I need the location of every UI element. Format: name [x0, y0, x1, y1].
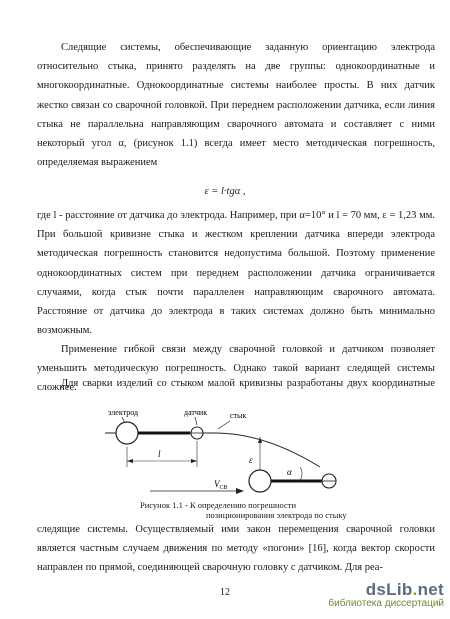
label-velocity-sub: СВ	[219, 485, 228, 491]
watermark-logo	[328, 580, 444, 600]
caption-line-2: позиционирования электрода по стыку	[206, 510, 347, 520]
label-alpha: α	[287, 467, 292, 477]
watermark	[328, 580, 444, 609]
label-sensor: датчик	[184, 408, 208, 417]
formula: ε = l·tgα ,	[204, 186, 246, 197]
dim-l-arrow-right	[191, 459, 197, 463]
electrode-circle-bottom	[249, 470, 271, 492]
caption-line-1: Рисунок 1.1 - К определению погрешности	[140, 500, 297, 510]
label-velocity: V	[214, 479, 220, 489]
leader-seam	[218, 421, 230, 429]
label-epsilon: ε	[249, 455, 253, 465]
figure-caption	[140, 500, 380, 520]
figure-diagram	[100, 395, 350, 505]
paragraph-3: Применение гибкой связи между сварочной головкой и датчиком позволяет уменьшить методическую погрешность. Однако такой вариант следящей системы сложнее.	[37, 344, 435, 394]
paragraph-1: Следящие системы, обеспечивающие заданную ориентацию электрода относительно стыка, принято разделять на две группы: однокоординатные и многокоординатные. Однокоординатные системы наиболее просты. В них датчик жестко связан со сварочной головкой. При переднем расположении датчика, если линия стыка не параллельна направляющим сварочного автомата и составляет с ними некоторый угол α, (рисунок 1.1) всегда имеет место методическая погрешность, определяемая выражением	[37, 42, 435, 169]
page-number: 12	[220, 587, 230, 598]
dim-l-arrow-left	[127, 459, 133, 463]
svg-text:VСВ	[214, 479, 228, 491]
paragraph-4-start	[37, 374, 435, 394]
velocity-arrowhead	[236, 488, 244, 494]
paragraph-2: где l - расстояние от датчика до электрода. Например, при α=10° и l = 70 мм, ε = 1,23 мм. При большой кривизне стыка и жестком креплении датчика впереди электрода методическая погрешность становится недопустима большой. Поэтому применение однокоординатных систем при переднем расположении датчика ограничивается случаями, когда стык почти параллелен направляющим сварочного автомата. Расстояние от датчика до электрода в таких системах должно быть минимально возможным.	[37, 210, 435, 337]
watermark-subtitle: библиотека диссертаций	[328, 598, 444, 609]
paragraph-4-continued	[37, 520, 435, 580]
watermark-logo-dot: .	[412, 580, 418, 599]
electrode-circle-top	[116, 422, 138, 444]
paragraph-4-cont-text: следящие системы. Осуществляемый ими закон перемещения сварочной головки является частным случаем движения по методу «погони» [16], когда вектор скорости направлен по прямой, соединяющей сварочную головку с датчиком. Для реа-	[37, 524, 435, 574]
angle-arc	[300, 467, 302, 481]
leader-sensor	[195, 417, 197, 425]
label-l: l	[158, 449, 161, 459]
watermark-logo-tld: net	[417, 580, 444, 599]
figure-1-1	[100, 395, 350, 510]
label-electrode: электрод	[108, 408, 139, 417]
paragraph-4: Для сварки изделий со стыком малой кривизны разработаны двух координатные	[61, 378, 435, 389]
watermark-logo-main: dsLib	[365, 580, 413, 599]
label-seam: стык	[230, 411, 247, 420]
